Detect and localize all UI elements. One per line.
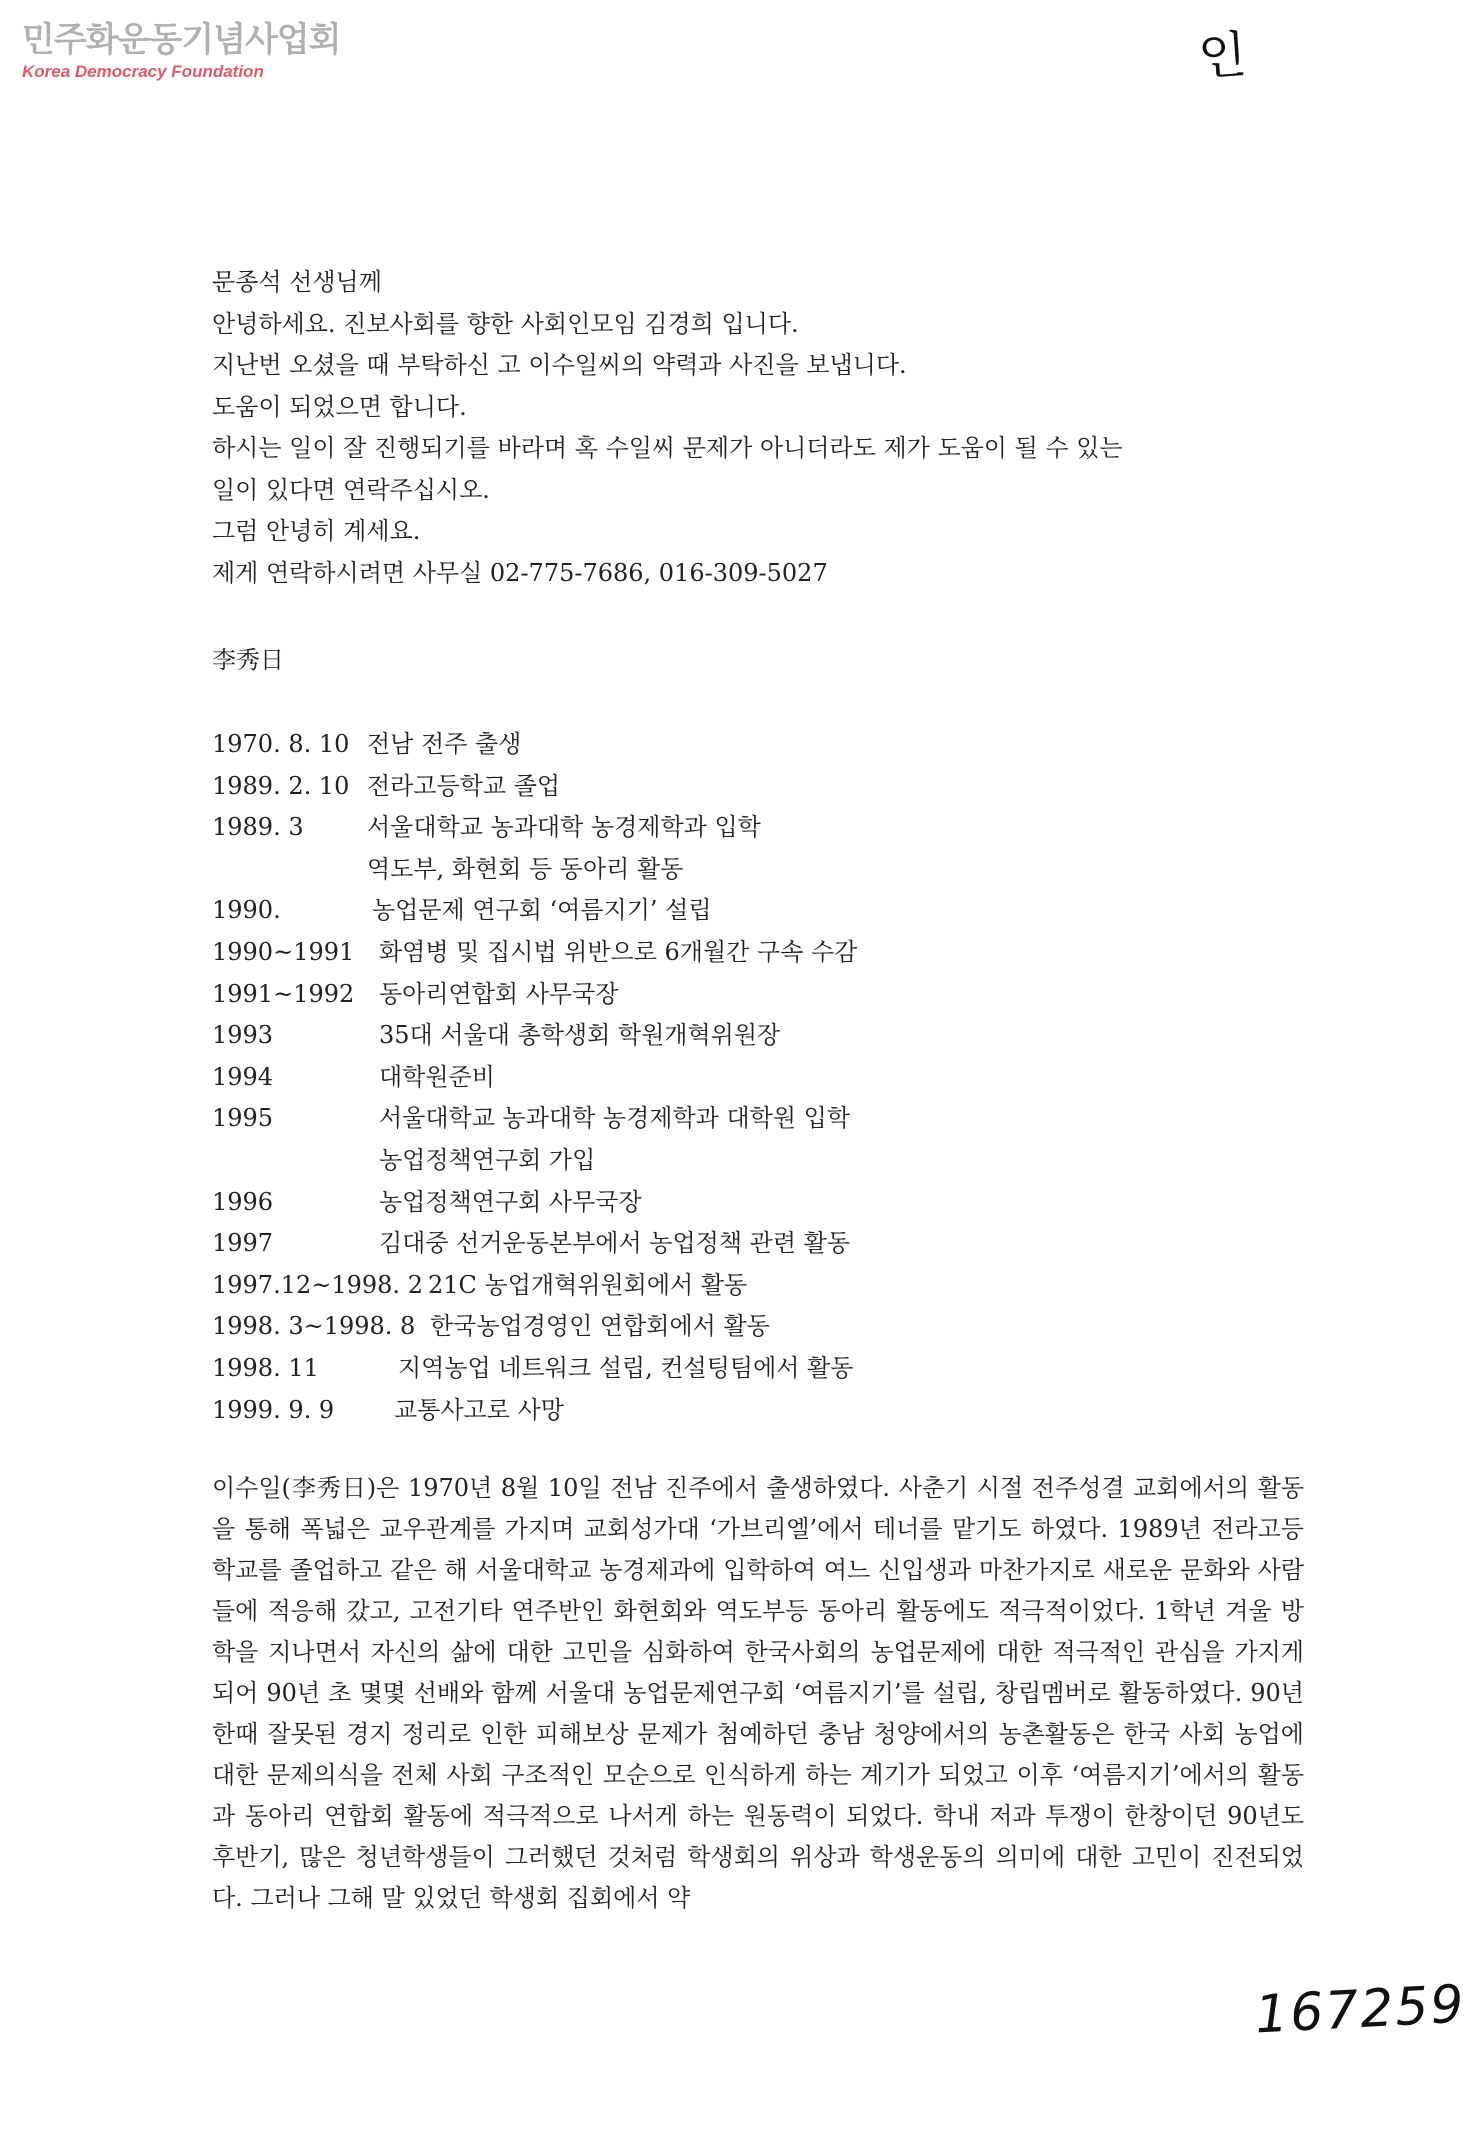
timeline-row xyxy=(212,849,1212,891)
timeline-row xyxy=(212,1140,1212,1182)
timeline-date: 1994 xyxy=(212,1062,274,1091)
cover-letter xyxy=(212,262,1302,594)
timeline-date: 1997.12~1998. 2 xyxy=(212,1270,423,1299)
timeline-date: 1996 xyxy=(212,1187,274,1216)
letter-line: 안녕하세요. 진보사회를 향한 사회인모임 김경희 입니다. xyxy=(212,309,799,338)
timeline-date: 1993 xyxy=(212,1021,274,1050)
letter-line: 문종석 선생님께 xyxy=(212,268,382,296)
timeline-event: 21C 농업개혁위원회에서 활동 xyxy=(428,1270,748,1299)
timeline-date: 1970. 8. 10 xyxy=(212,730,350,758)
timeline-event: 화염병 및 집시법 위반으로 6개월간 구속 수감 xyxy=(379,937,858,966)
timeline-row xyxy=(212,724,1212,766)
logo-korean-text: 민주화운동기념사업회 xyxy=(22,20,341,60)
timeline-row xyxy=(212,1223,1212,1265)
biography-paragraph: 이수일(李秀日)은 1970년 8월 10일 전남 진주에서 출생하였다. 사춘기 시절 전주성결 교회에서의 활동을 통해 폭넓은 교우관계를 가지며 교회성가대 ‘가브리엘’에서 테너를 맡기도 하였다. 1989년 전라고등학교를 졸업하고 같은 해 서울대학교 농경제과에 입학하여 여느 신입생과 마찬가지로 새로운 문화와 사람들에 적응해 갔고, 고전기타 연주반인 화현회와 역도부등 동아리 활동에도 적극적이었다. 1학년 겨울 방학을 지나면서 자신의 삶에 대한 고민을 심화하여 한국사회의 농업문제에 대한 적극적인 관심을 가지게 되어 90년 초 몇몇 선배와 함께 서울대 농업문제연구회 ‘여름지기’를 설립, 창립멤버로 활동하였다. 90년 한때 잘못된 경지 정리로 인한 피해보상 문제가 첨예하던 충남 청양에서의 농촌활동은 한국 사회 농업에 대한 문제의식을 전체 사회 구조적인 모순으로 인식하게 하는 계기가 되었고 이후 ‘여름지기’에서의 활동과 동아리 연합회 활동에 적극적으로 나서게 하는 원동력이 되었다. 학내 저과 투쟁이 한창이던 90년도 후반기, 많은 청년학생들이 그러했던 것처럼 학생회의 위상과 학생운동의 의미에 대한 고민이 진전되었다. 그러나 그해 말 있었던 학생회 집회에서 약 xyxy=(212,1474,1304,1912)
timeline-date: 1990. xyxy=(212,896,281,925)
timeline-event: 지역농업 네트워크 설립, 컨설팅팀에서 활동 xyxy=(398,1353,854,1382)
timeline-date: 1991~1992 xyxy=(212,979,355,1008)
timeline-row xyxy=(212,1348,1212,1390)
timeline-event: 교통사고로 사망 xyxy=(394,1395,564,1424)
timeline-date: 1998. 11 xyxy=(212,1353,319,1382)
timeline-row xyxy=(212,1265,1212,1307)
timeline-date: 1998. 3~1998. 8 xyxy=(212,1312,416,1341)
logo-english-text: Korea Democracy Foundation xyxy=(22,62,264,81)
timeline-date: 1995 xyxy=(212,1104,274,1133)
timeline-date: 1990~1991 xyxy=(212,937,355,966)
timeline-event: 김대중 선거운동본부에서 농업정책 관련 활동 xyxy=(379,1229,851,1258)
letter-line: 도움이 되었으면 합니다. xyxy=(212,392,467,421)
timeline-event: 농업정책연구회 가입 xyxy=(379,1145,596,1174)
timeline-row xyxy=(212,1182,1212,1224)
timeline-event: 농업정책연구회 사무국장 xyxy=(379,1187,642,1216)
timeline-row xyxy=(212,974,1212,1016)
timeline-date: 1997 xyxy=(212,1229,274,1258)
person-name: 李秀日 xyxy=(212,646,284,674)
letter-line: 그럼 안녕히 계세요. xyxy=(212,517,421,545)
timeline-event: 역도부, 화현회 등 동아리 활동 xyxy=(367,854,684,883)
timeline-row xyxy=(212,932,1212,974)
foundation-logo xyxy=(22,20,340,82)
timeline-event: 동아리연합회 사무국장 xyxy=(379,979,619,1008)
handwritten-mark: 인 xyxy=(1196,25,1249,87)
career-timeline xyxy=(212,724,1212,1431)
timeline-row xyxy=(212,1306,1212,1348)
timeline-event: 농업문제 연구회 ‘여름지기’ 설립 xyxy=(372,896,712,925)
timeline-event: 전남 전주 출생 xyxy=(367,730,522,758)
timeline-date: 1989. 3 xyxy=(212,813,304,842)
timeline-date: 1989. 2. 10 xyxy=(212,771,350,800)
timeline-row xyxy=(212,766,1212,808)
timeline-row xyxy=(212,807,1212,849)
timeline-event: 서울대학교 농과대학 농경제학과 대학원 입학 xyxy=(379,1104,851,1133)
page-number: 167259 xyxy=(1253,1974,1467,2046)
letter-line: 일이 있다면 연락주십시오. xyxy=(212,475,490,504)
timeline-event: 서울대학교 농과대학 농경제학과 입학 xyxy=(367,813,761,842)
timeline-row xyxy=(212,1057,1212,1099)
timeline-date: 1999. 9. 9 xyxy=(212,1395,335,1424)
timeline-event: 대학원준비 xyxy=(379,1062,495,1091)
letter-line: 제게 연락하시려면 사무실 02-775-7686, 016-309-5027 xyxy=(212,558,828,587)
timeline-event: 전라고등학교 졸업 xyxy=(367,771,561,800)
timeline-row xyxy=(212,1098,1212,1140)
timeline-row xyxy=(212,1390,1212,1432)
timeline-row xyxy=(212,890,1212,932)
letter-line: 하시는 일이 잘 진행되기를 바라며 혹 수일씨 문제가 아니더라도 제가 도움이 될 수 있는 xyxy=(212,434,1123,462)
letter-line: 지난번 오셨을 때 부탁하신 고 이수일씨의 약력과 사진을 보냅니다. xyxy=(212,351,907,379)
timeline-event: 한국농업경영인 연합회에서 활동 xyxy=(430,1312,770,1341)
timeline-row xyxy=(212,1015,1212,1057)
timeline-event: 35대 서울대 총학생회 학원개혁위원장 xyxy=(379,1021,781,1050)
